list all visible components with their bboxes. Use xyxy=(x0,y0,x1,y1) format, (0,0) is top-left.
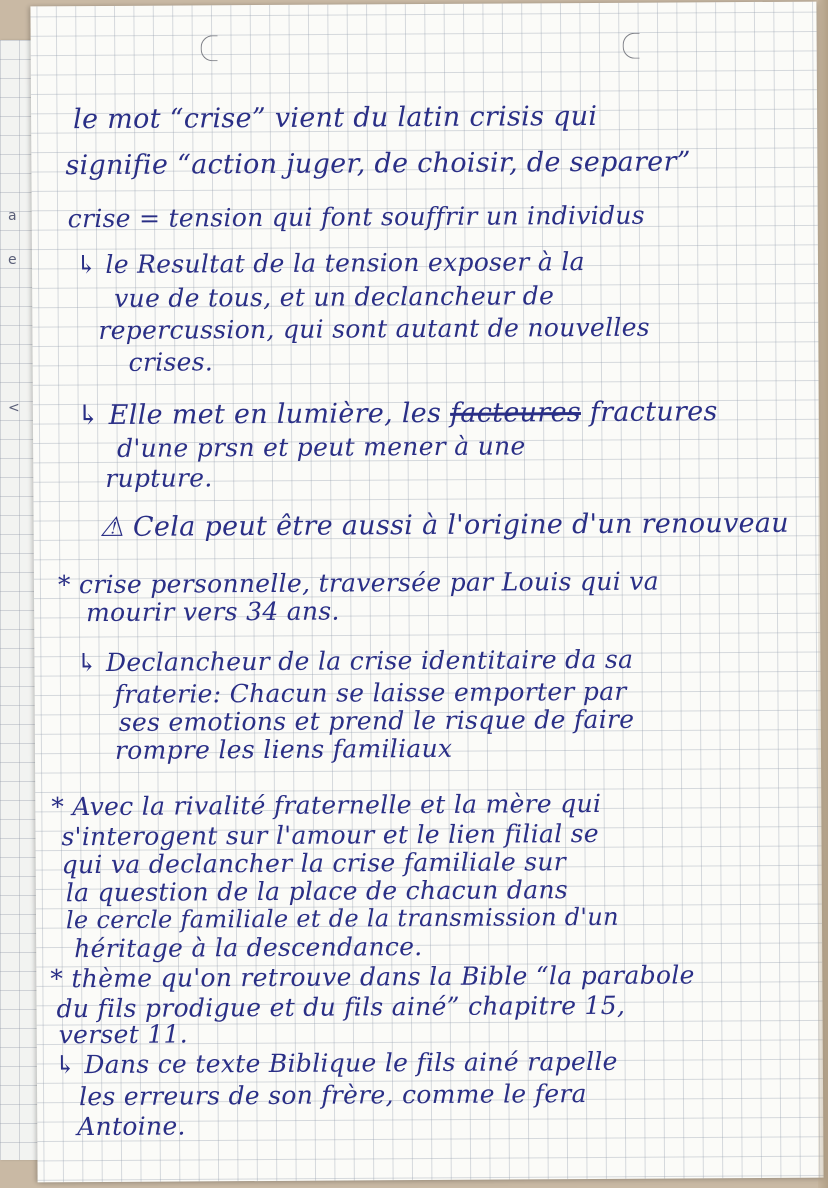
note-line: d'une prsn et peut mener à une xyxy=(117,431,526,463)
note-line: * crise personnelle, traversée par Louis qui va xyxy=(57,566,659,600)
note-line: signifie “action juger, de choisir, de separer” xyxy=(65,146,691,182)
note-line: rupture. xyxy=(105,463,213,493)
note-line: ses emotions et prend le risque de faire xyxy=(118,704,635,737)
ring-hole-left xyxy=(201,35,218,61)
back-sheet-mark: < xyxy=(8,400,20,416)
back-sheet-mark: a xyxy=(8,208,17,224)
note-line: le cercle familiale et de la transmission d'un xyxy=(65,902,619,935)
note-line-with-correction xyxy=(76,396,718,432)
note-line-warning: ⚠ Cela peut être aussi à l'origine d'un renouveau xyxy=(99,507,790,543)
note-line: la question de la place de chacun dans xyxy=(65,875,569,908)
struck-word: facteures xyxy=(449,397,582,429)
note-line: héritage à la descendance. xyxy=(74,932,423,964)
note-line: ↳ Declancheur de la crise identitaire da sa xyxy=(76,644,634,678)
note-line: * Avec la rivalité fraternelle et la mère qui xyxy=(51,788,602,822)
note-line: fraterie: Chacun se laisse emporter par xyxy=(114,676,627,709)
note-line: rompre les liens familiaux xyxy=(114,733,453,765)
note-line: le mot “crise” vient du latin crisis qui xyxy=(73,100,598,136)
back-sheet-mark: e xyxy=(8,252,17,268)
note-line: repercussion, qui sont autant de nouvelles xyxy=(98,312,650,346)
note-line: crises. xyxy=(128,347,214,377)
note-line: du fils prodigue et du fils ainé” chapitre 15, xyxy=(56,990,626,1024)
page-edge-shadow xyxy=(818,0,828,1188)
note-line: * thème qu'on retrouve dans la Bible “la parabole xyxy=(50,960,695,994)
corrected-word: fractures xyxy=(589,396,718,429)
note-line: ↳ le Resultat de la tension exposer à la xyxy=(75,247,585,280)
note-line: mourir vers 34 ans. xyxy=(86,596,340,628)
note-line: Antoine. xyxy=(77,1111,186,1142)
note-line: ↳ Dans ce texte Biblique le fils ainé rapelle xyxy=(54,1046,618,1080)
ring-hole-right xyxy=(623,33,640,59)
note-line: les erreurs de son frère, comme le fera xyxy=(78,1079,587,1112)
note-line: s'interogent sur l'amour et le lien filial se xyxy=(61,818,600,852)
note-line: qui va declancher la crise familiale sur xyxy=(61,847,567,880)
note-line: crise = tension qui font souffrir un individus xyxy=(67,200,645,234)
note-line: ↳ Elle met en lumière, les xyxy=(76,397,442,432)
note-line: verset 11. xyxy=(58,1019,189,1050)
note-line: vue de tous, et un declancheur de xyxy=(114,281,555,313)
notebook-page xyxy=(30,2,823,1183)
